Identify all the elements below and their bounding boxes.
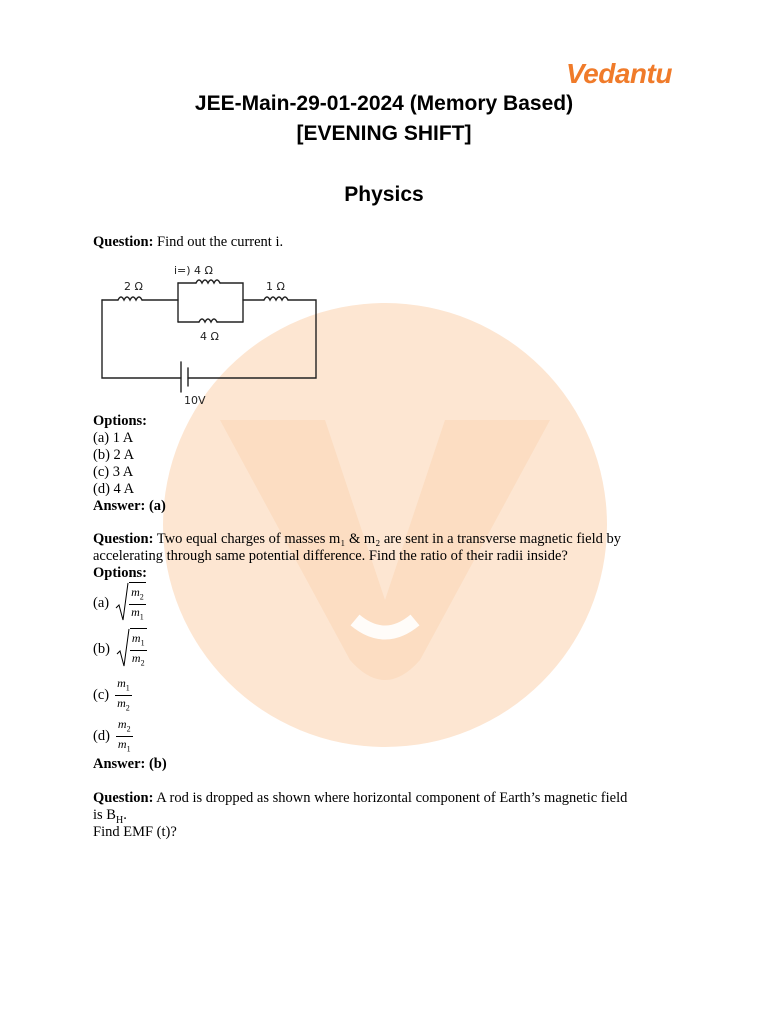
circuit-diagram: [96, 258, 328, 408]
sqrt-symbol: [115, 582, 146, 625]
resistor-right-label: 1 Ω: [266, 280, 285, 293]
fraction: $\frac{m_1}{m_2}$: [131, 631, 145, 668]
option-label: (a): [93, 594, 110, 611]
answer: Answer: (b): [93, 756, 167, 772]
question-label: Question:: [93, 234, 154, 250]
option-b: (b) 2 A: [93, 447, 135, 463]
option-label: (d): [93, 728, 110, 745]
vedantu-logo: Vedantu: [566, 58, 672, 89]
resistor-top-label: i=) 4 Ω: [174, 264, 213, 277]
question-text: Two equal charges of masses m₁ & m₂ are sent in a transverse magnetic field by: [153, 531, 622, 547]
sqrt-symbol: [116, 628, 147, 671]
options-heading: Options:: [93, 565, 147, 581]
option-c: (c) 3 A: [93, 464, 134, 480]
question-2-line2: accelerating through same potential difference. Find the ratio of their radii inside?: [93, 548, 568, 564]
option-d: [93, 717, 133, 757]
question-label: Question:: [93, 531, 154, 547]
fraction: $\frac{m_1}{m_2}$: [117, 676, 130, 713]
question-3-line3: Find EMF (t)?: [93, 824, 177, 840]
resistor-bottom-label: 4 Ω: [200, 330, 219, 343]
shift-subtitle: [EVENING SHIFT]: [296, 122, 472, 145]
resistor-left-label: 2 Ω: [124, 280, 143, 293]
option-label: (b): [93, 640, 110, 657]
options-heading: Options:: [93, 413, 147, 429]
option-b: [93, 628, 147, 671]
option-a: (a) 1 A: [93, 430, 134, 446]
battery-label: 10V: [184, 394, 206, 407]
question-1: [93, 234, 283, 251]
option-d: (d) 4 A: [93, 481, 135, 497]
fraction: $\frac{m_2}{m_1}$: [117, 717, 131, 754]
option-label: (c): [93, 687, 110, 704]
question-2: [93, 531, 621, 548]
question-text: A rod is dropped as shown where horizontal component of Earth’s magnetic field: [153, 790, 628, 806]
option-c: [93, 676, 132, 716]
fraction: $\frac{m_2}{m_1}$: [131, 585, 144, 622]
option-a: [93, 582, 146, 625]
question-3: [93, 790, 627, 807]
answer: Answer: (a): [93, 498, 166, 514]
question-3-line2: is $B_H$.: [93, 807, 127, 826]
subject-heading: Physics: [344, 183, 424, 206]
page-title: JEE-Main-29-01-2024 (Memory Based): [194, 92, 574, 115]
question-label: Question:: [93, 790, 154, 806]
question-text: Find out the current i.: [153, 234, 284, 250]
